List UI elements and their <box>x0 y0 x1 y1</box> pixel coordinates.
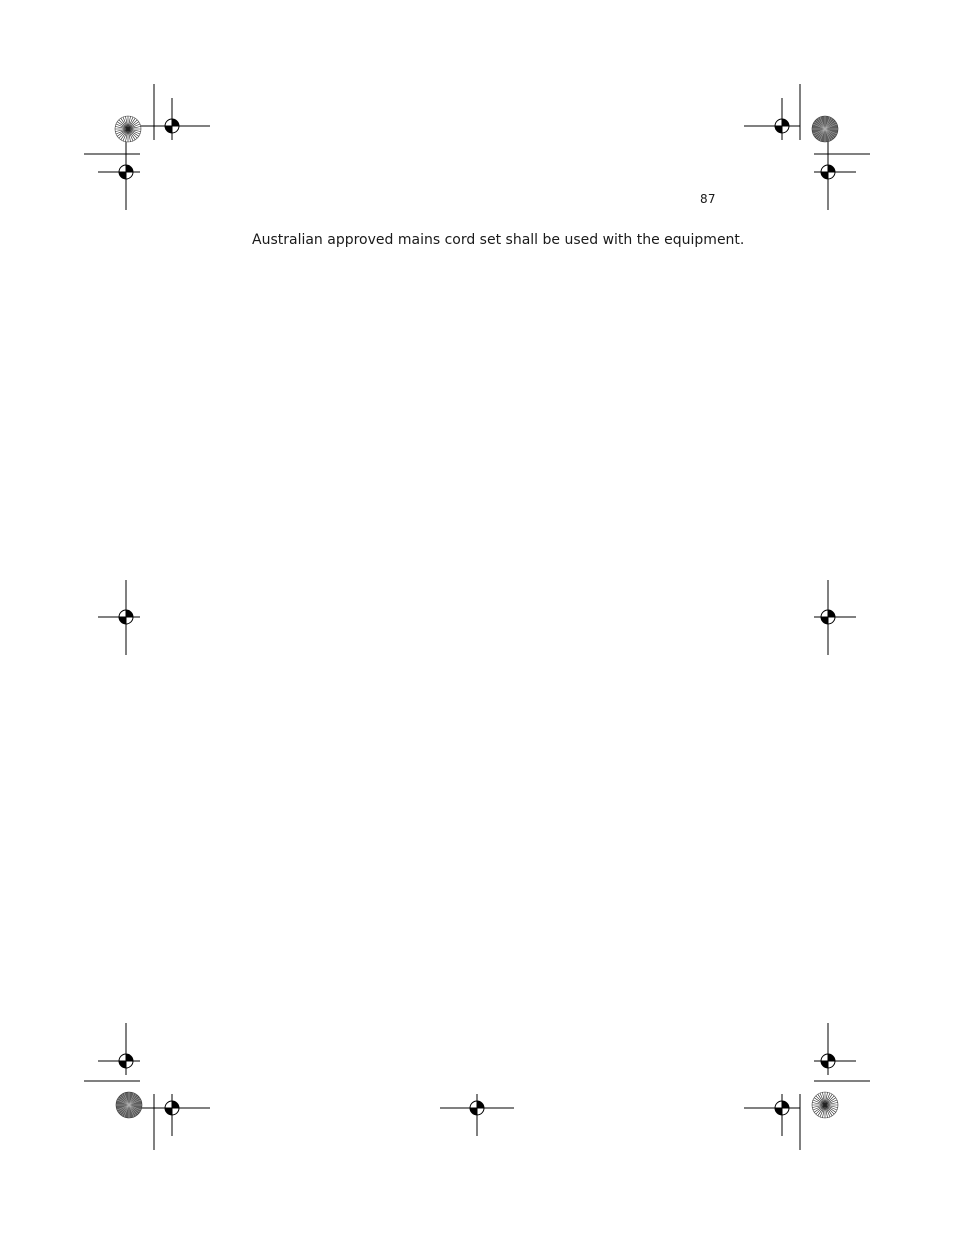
star-wheel-icon <box>812 116 838 142</box>
registration-target-icon <box>165 1101 179 1115</box>
registration-target-icon <box>165 119 179 133</box>
registration-target-icon <box>119 610 133 624</box>
star-wheel-icon <box>116 1092 142 1118</box>
page-number: 87 <box>700 192 716 206</box>
registration-target-icon <box>119 165 133 179</box>
star-wheel-icon <box>115 116 141 142</box>
registration-target-icon <box>821 610 835 624</box>
registration-target-icon <box>775 1101 789 1115</box>
registration-target-icon <box>775 119 789 133</box>
body-text: Australian approved mains cord set shall be used with the equipment. <box>252 232 745 248</box>
registration-target-icon <box>119 1054 133 1068</box>
registration-target-icon <box>470 1101 484 1115</box>
registration-target-icon <box>821 1054 835 1068</box>
star-wheel-icon <box>812 1092 838 1118</box>
registration-target-icon <box>821 165 835 179</box>
